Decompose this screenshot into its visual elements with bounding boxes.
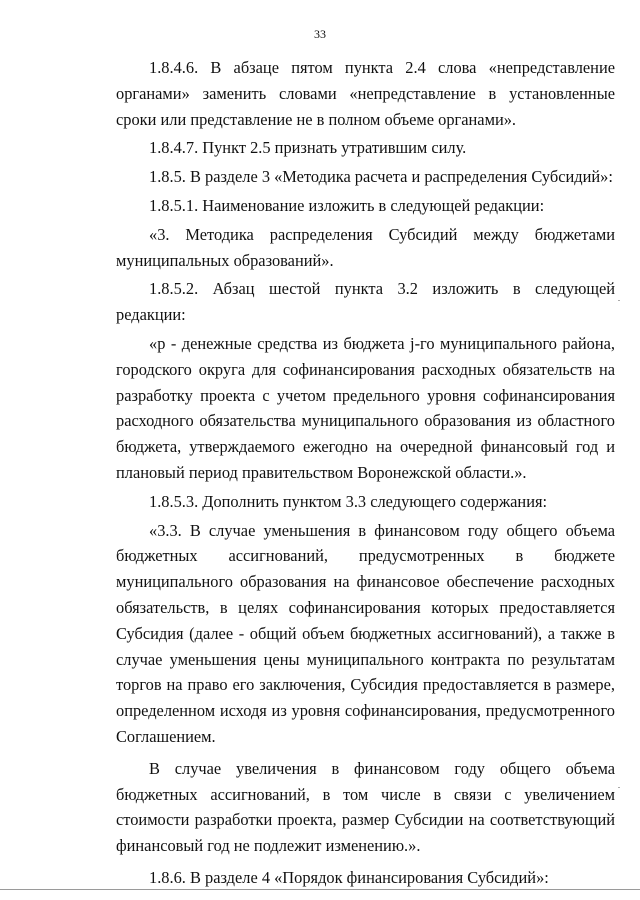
paragraph-1-8-5-2: 1.8.5.2. Абзац шестой пункта 3.2 изложить в следующей редакции: bbox=[116, 279, 615, 325]
paragraph-p-definition: «p - денежные средства из бюджета j-го муниципального района, городского округа для софинансирования расходных обязательств на разработку проекта с учетом предельного уровня софинансирования расходного обязательства муниципального образования из областного бюджета, утверждаемого ежегодно на очередной финансовый год и плановый период правительством Воронежской области.». bbox=[116, 333, 615, 482]
paragraph-increase-case: В случае увеличения в финансовом году общего объема бюджетных ассигнований, в том числе в связи с увеличением стоимости разработки проекта, размер Субсидии на соответствующий финансовый год не подлежит изменению.». bbox=[116, 758, 615, 856]
paragraph-1-8-4-7: 1.8.4.7. Пункт 2.5 признать утратившим силу. bbox=[149, 138, 467, 158]
scan-mark bbox=[618, 300, 620, 301]
document-body bbox=[116, 55, 615, 891]
paragraph-1-8-5: 1.8.5. В разделе 3 «Методика расчета и распределения Субсидий»: bbox=[149, 167, 613, 187]
scan-mark bbox=[618, 787, 620, 788]
scan-bottom-edge bbox=[0, 889, 640, 890]
paragraph-1-8-4-6: 1.8.4.6. В абзаце пятом пункта 2.4 слова «непредставление органами» заменить словами «непредставление в установленные сроки или представление не в полном объеме органами». bbox=[116, 58, 615, 129]
paragraph-3-3: «3.3. В случае уменьшения в финансовом году общего объема бюджетных ассигнований, предусмотренных в бюджете муниципального образования на финансовое обеспечение расходных обязательств, в целях софинансирования которых предоставляется Субсидия (далее - общий объем бюджетных ассигнований), а также в случае уменьшения цены муниципального контракта по результатам торгов на право его заключения, Субсидия предоставляется в размере, определенном исходя из уровня софинансирования, предусмотренного Соглашением. bbox=[116, 520, 615, 746]
paragraph-1-8-6: 1.8.6. В разделе 4 «Порядок финансирования Субсидий»: bbox=[149, 867, 549, 887]
page-number: 33 bbox=[314, 27, 326, 41]
paragraph-1-8-5-1: 1.8.5.1. Наименование изложить в следующей редакции: bbox=[149, 195, 545, 215]
paragraph-1-8-5-3: 1.8.5.3. Дополнить пунктом 3.3 следующего содержания: bbox=[149, 491, 548, 511]
paragraph-section-3-title: «3. Методика распределения Субсидий между бюджетами муниципальных образований». bbox=[116, 224, 615, 270]
